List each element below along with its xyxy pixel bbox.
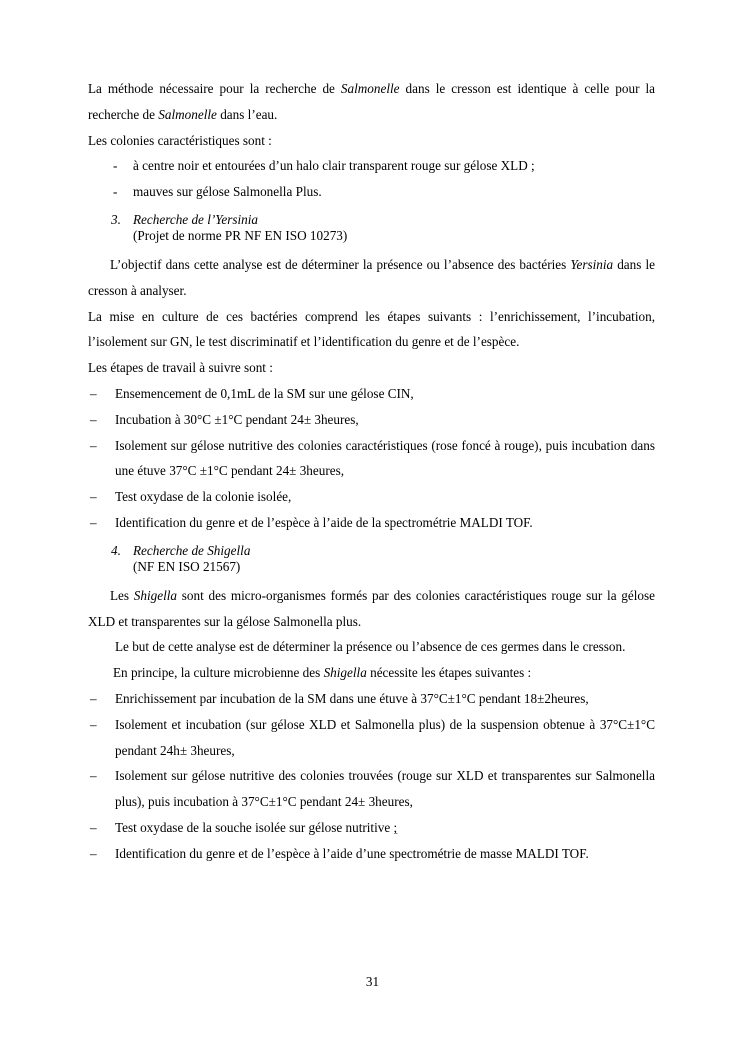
list-item bbox=[88, 381, 655, 407]
list-bullet: – bbox=[90, 716, 97, 732]
list-item bbox=[88, 815, 655, 841]
shigella-steps-lead bbox=[88, 660, 655, 686]
list-item bbox=[88, 153, 655, 179]
yersinia-culture-paragraph: La mise en culture de ces bactéries comprend les étapes suivants : l’enrichissement, l’incubation, l’isolement sur GN, le test discriminatif et l’identification du genre et de l’espèce. bbox=[88, 308, 655, 350]
section-title bbox=[111, 543, 655, 559]
text-run: sont des micro-organismes formés par des colonies caractéristiques rouge sur la gélose XLD et transparentes sur la gélose Salmonella plus. bbox=[88, 587, 655, 629]
list-item-text: mauves sur gélose Salmonella Plus. bbox=[133, 184, 322, 200]
list-item-text: à centre noir et entourées d’un halo clair transparent rouge sur gélose XLD ; bbox=[133, 158, 535, 174]
list-item-text: Identification du genre et de l’espèce à l’aide de la spectrométrie MALDI TOF. bbox=[115, 514, 533, 530]
list-item-text: Test oxydase de la colonie isolée, bbox=[115, 489, 292, 505]
list-bullet: - bbox=[113, 184, 118, 200]
list-item-text: Isolement et incubation (sur gélose XLD et Salmonella plus) de la suspension obtenue à 37°C±1°C pendant 24h± 3heures, bbox=[115, 716, 655, 758]
colonies-list bbox=[88, 153, 655, 205]
list-item-text: Test oxydase de la souche isolée sur gélose nutritive bbox=[115, 819, 394, 835]
italic-term: Salmonelle bbox=[158, 106, 217, 122]
section-number: 3. bbox=[111, 211, 121, 227]
text-run: Les bbox=[110, 587, 134, 603]
section-norm-reference: (Projet de norme PR NF EN ISO 10273) bbox=[133, 227, 348, 243]
text-run: dans le cresson à analyser. bbox=[88, 256, 655, 298]
text-run: La méthode nécessaire pour la recherche de bbox=[88, 81, 341, 96]
list-bullet: – bbox=[90, 845, 97, 861]
list-bullet: – bbox=[90, 437, 97, 453]
text-run: En principe, la culture microbienne des bbox=[113, 665, 324, 681]
shigella-steps-list bbox=[88, 686, 655, 867]
list-item-text: Ensemencement de 0,1mL de la SM sur une gélose CIN, bbox=[115, 385, 414, 401]
page-number: 31 bbox=[365, 974, 380, 989]
list-item bbox=[88, 433, 655, 485]
yersinia-steps-list bbox=[88, 381, 655, 536]
list-item bbox=[88, 841, 655, 867]
italic-term: Shigella bbox=[133, 587, 178, 603]
colonies-lead-paragraph: Les colonies caractéristiques sont : bbox=[88, 132, 272, 148]
list-item bbox=[88, 510, 655, 536]
section-heading-shigella bbox=[111, 543, 655, 575]
section-title-text: Recherche de l’Yersinia bbox=[133, 211, 259, 227]
list-bullet: - bbox=[113, 158, 118, 174]
section-title-text: Recherche de Shigella bbox=[133, 542, 251, 558]
shigella-description-paragraph bbox=[88, 583, 655, 635]
yersinia-steps-lead: Les étapes de travail à suivre sont : bbox=[88, 360, 273, 376]
list-bullet: – bbox=[90, 514, 97, 530]
text-run: nécessite les étapes suivantes : bbox=[366, 665, 532, 681]
list-item-text: Enrichissement par incubation de la SM dans une étuve à 37°C±1°C pendant 18±2heures, bbox=[115, 690, 589, 706]
list-bullet: – bbox=[90, 411, 97, 427]
list-bullet: – bbox=[90, 819, 97, 835]
list-item bbox=[88, 407, 655, 433]
list-item bbox=[88, 712, 655, 764]
list-item-text: Isolement sur gélose nutritive des colonies caractéristiques (rose foncé à rouge), puis incubation dans une étuve 37°C ±1°C pendant 24± 3heures, bbox=[115, 437, 655, 479]
yersinia-objective-paragraph bbox=[88, 252, 655, 304]
intro-paragraph bbox=[88, 76, 655, 128]
list-item-text: Isolement sur gélose nutritive des colonies trouvées (rouge sur XLD et transparentes sur Salmonella plus), puis incubation à 37°C±1°C pendant 24± 3heures, bbox=[115, 768, 655, 810]
page-content bbox=[88, 76, 655, 867]
list-bullet: – bbox=[90, 768, 97, 784]
list-item-text: Incubation à 30°C ±1°C pendant 24± 3heures, bbox=[115, 411, 359, 427]
list-item bbox=[88, 686, 655, 712]
section-number: 4. bbox=[111, 542, 121, 558]
section-norm-reference: (NF EN ISO 21567) bbox=[133, 558, 241, 574]
list-item bbox=[88, 763, 655, 815]
list-item bbox=[88, 484, 655, 510]
text-run: dans le cresson est identique à celle pour la recherche de bbox=[88, 81, 655, 122]
italic-term: Yersinia bbox=[570, 256, 614, 272]
list-item bbox=[88, 179, 655, 205]
italic-term: Shigella bbox=[323, 665, 367, 681]
list-item-suffix: ; bbox=[393, 819, 398, 835]
text-run: dans l’eau. bbox=[216, 106, 278, 122]
list-bullet: – bbox=[90, 690, 97, 706]
italic-term: Salmonelle bbox=[340, 81, 400, 96]
text-run: L’objectif dans cette analyse est de déterminer la présence ou l’absence des bactéries bbox=[110, 256, 571, 272]
list-item-text: Identification du genre et de l’espèce à l’aide d’une spectrométrie de masse MALDI TOF. bbox=[115, 845, 589, 861]
shigella-goal-paragraph: Le but de cette analyse est de déterminer la présence ou l’absence de ces germes dans le cresson. bbox=[115, 639, 626, 655]
list-bullet: – bbox=[90, 385, 97, 401]
section-heading-yersinia bbox=[111, 212, 655, 244]
section-title bbox=[111, 212, 655, 228]
list-bullet: – bbox=[90, 489, 97, 505]
